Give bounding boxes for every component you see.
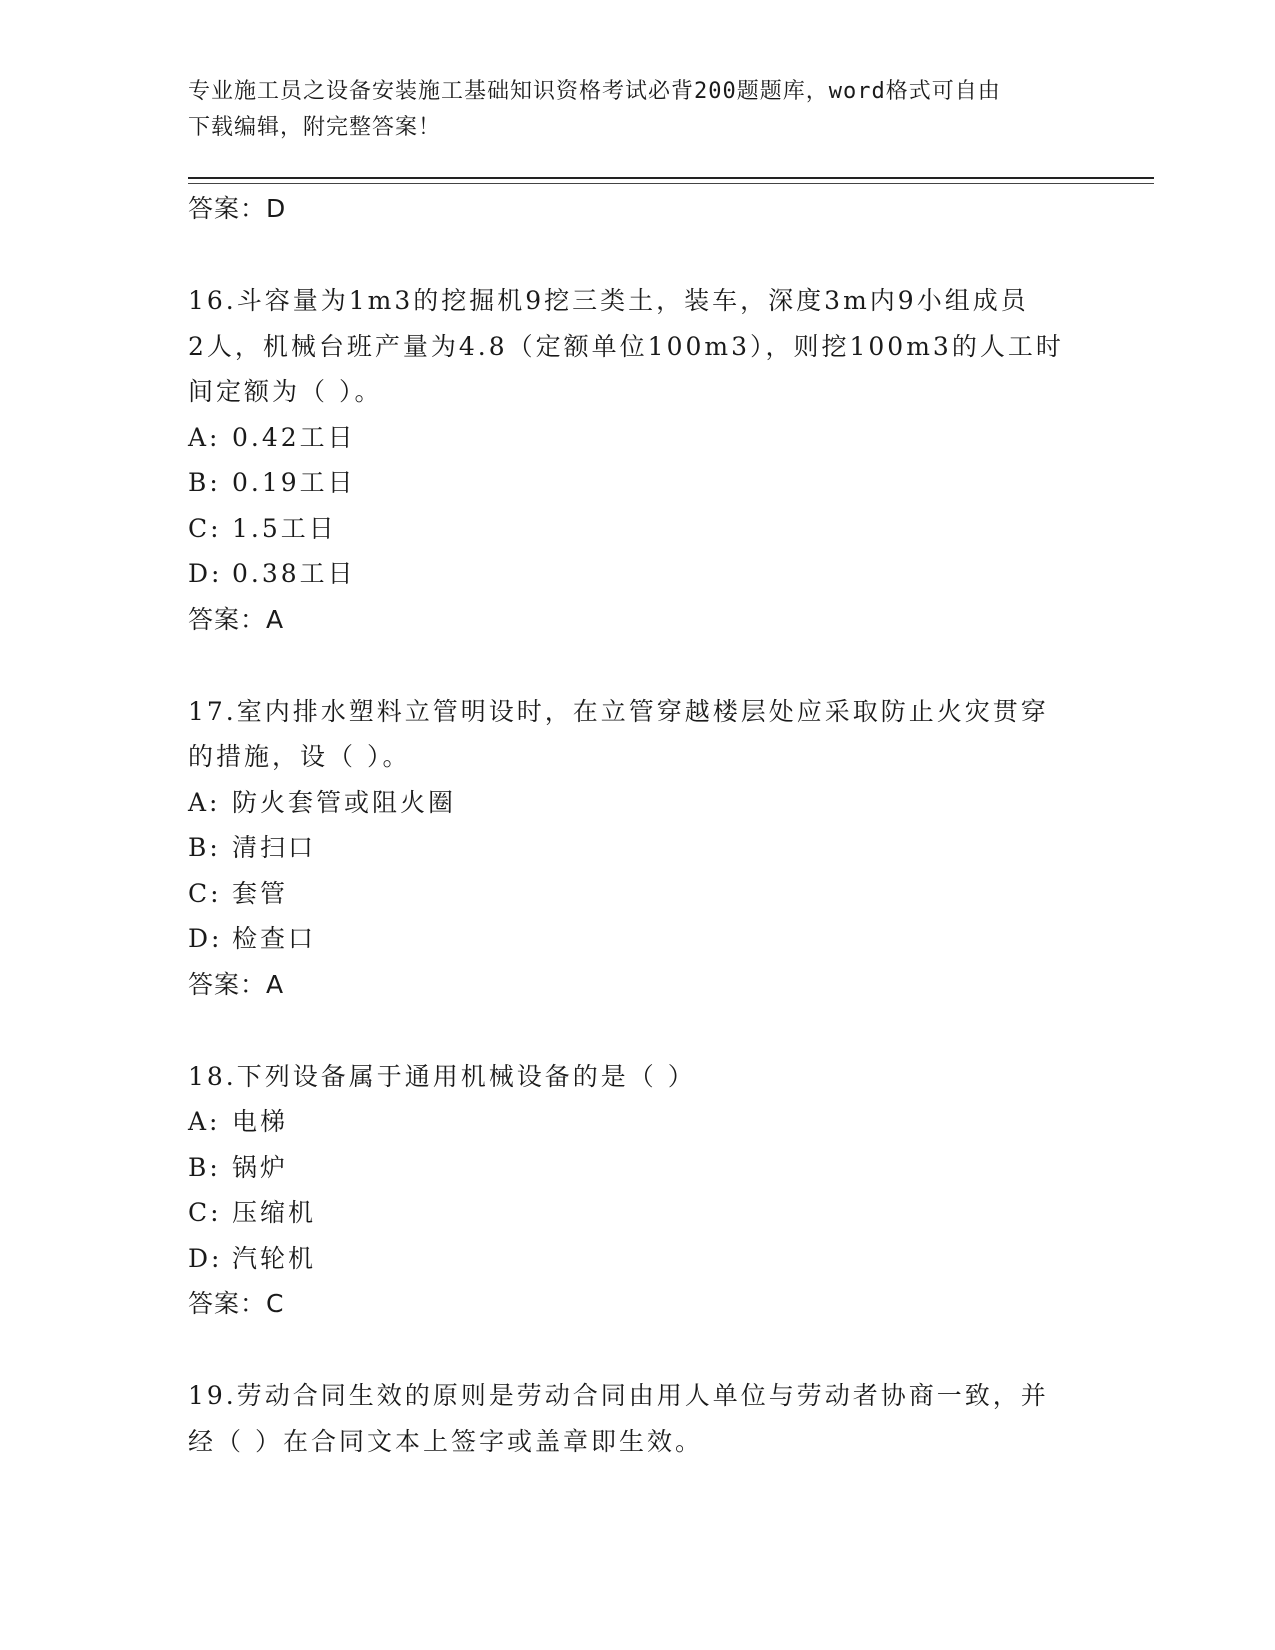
stem-line: 2人，机械台班产量为4.8（定额单位100m3），则挖100m3的人工时: [188, 331, 1064, 361]
stem-line: 经（ ）在合同文本上签字或盖章即生效。: [188, 1426, 703, 1456]
option-a: [188, 415, 1088, 461]
question-17: [188, 689, 1088, 1008]
option-b: [188, 460, 1088, 506]
document-header: [188, 74, 1068, 146]
header-rule-thick: [188, 177, 1154, 179]
answer: 答案：C: [188, 1289, 285, 1318]
option-text: 套管: [232, 878, 289, 908]
option-c: [188, 871, 1088, 917]
option-key: B:: [188, 1152, 221, 1182]
option-key: A:: [188, 1107, 221, 1136]
answer: 答案：A: [188, 969, 285, 999]
option-d: [188, 551, 1088, 597]
header-line-1: 专业施工员之设备安装施工基础知识资格考试必背200题题库，word格式可自由: [188, 79, 1001, 104]
stem-line: 18.下列设备属于通用机械设备的是（ ）: [188, 1061, 696, 1091]
option-key: B:: [188, 833, 221, 862]
option-key: C:: [188, 513, 222, 543]
option-text: 防火套管或阻火圈: [232, 787, 457, 817]
question-stem: [188, 1373, 1088, 1464]
option-text: 0.19工日: [232, 468, 356, 497]
stem-line: 间定额为（ ）。: [188, 377, 383, 406]
option-b: [188, 1145, 1088, 1191]
previous-answer: 答案：D: [188, 194, 287, 223]
option-text: 清扫口: [232, 833, 317, 862]
header-line-2: 下载编辑，附完整答案！: [188, 115, 442, 140]
stem-line: 16.斗容量为1m3的挖掘机9挖三类土，装车，深度3m内9小组成员: [188, 286, 1029, 315]
option-key: D:: [188, 924, 223, 953]
option-key: A:: [188, 422, 221, 452]
option-text: 锅炉: [232, 1152, 289, 1182]
question-18: [188, 1054, 1088, 1328]
question-stem: [188, 1054, 1088, 1100]
option-a: [188, 780, 1088, 826]
option-c: [188, 1190, 1088, 1236]
option-text: 0.38工日: [232, 559, 356, 588]
option-text: 压缩机: [232, 1198, 317, 1227]
option-key: C:: [188, 1198, 222, 1227]
option-text: 电梯: [232, 1107, 289, 1136]
stem-line: 17.室内排水塑料立管明设时，在立管穿越楼层处应采取防止火灾贯穿: [188, 696, 1049, 726]
question-stem: [188, 278, 1088, 415]
option-key: D:: [188, 1243, 223, 1273]
stem-line: 19.劳动合同生效的原则是劳动合同由用人单位与劳动者协商一致，并: [188, 1381, 1049, 1410]
option-text: 汽轮机: [232, 1243, 317, 1273]
option-key: C:: [188, 878, 222, 908]
option-b: [188, 825, 1088, 871]
header-rule-thin: [188, 183, 1154, 184]
option-d: [188, 916, 1088, 962]
question-stem: [188, 689, 1088, 780]
option-key: B:: [188, 468, 221, 497]
question-list: [188, 186, 1088, 1464]
option-text: 1.5工日: [232, 513, 337, 543]
option-text: 检查口: [232, 924, 317, 953]
option-c: [188, 506, 1088, 552]
answer: 答案：A: [188, 604, 285, 634]
option-key: A:: [188, 787, 221, 817]
stem-line: 的措施，设（ ）。: [188, 742, 411, 771]
option-key: D:: [188, 559, 223, 588]
option-a: [188, 1099, 1088, 1145]
option-d: [188, 1236, 1088, 1282]
question-16: [188, 278, 1088, 643]
question-19: [188, 1373, 1088, 1464]
option-text: 0.42工日: [232, 422, 356, 452]
